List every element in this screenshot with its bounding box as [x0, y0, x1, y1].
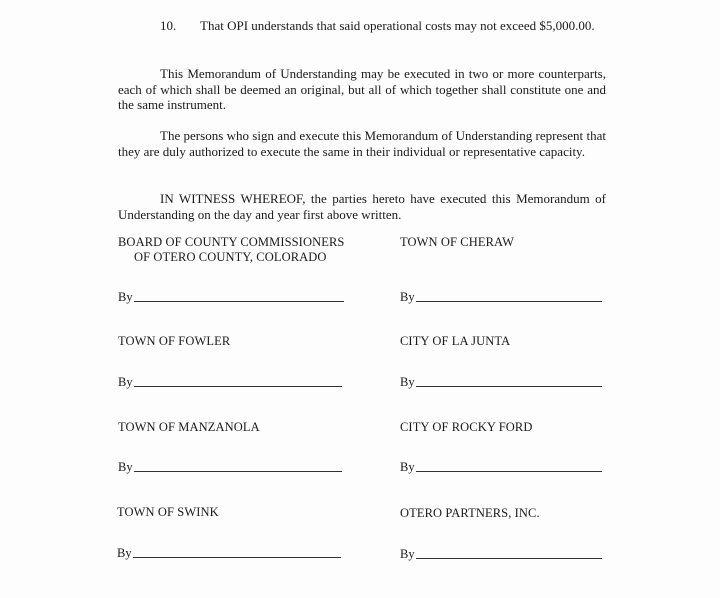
signature-line-manzanola [118, 460, 342, 475]
by-label: By [118, 375, 133, 389]
party-otero-partners: OTERO PARTNERS, INC. [400, 506, 540, 520]
by-label: By [118, 460, 133, 474]
party-cheraw: TOWN OF CHERAW [400, 235, 515, 249]
party-rocky-ford: CITY OF ROCKY FORD [400, 420, 533, 434]
paragraph-counterparts [118, 66, 606, 113]
party-board-line1: BOARD OF COUNTY COMMISSIONERS [118, 235, 345, 249]
by-label: By [118, 290, 133, 304]
witness-text: IN WITNESS WHEREOF, the parties hereto have executed this Memorandum of Understanding on the day and year first above written. [118, 191, 606, 222]
signature-line-la-junta [400, 375, 602, 390]
paragraph-witness [118, 191, 606, 222]
by-label: By [400, 290, 415, 304]
signature-line-board [118, 290, 344, 305]
signature-blank [134, 470, 342, 472]
party-fowler: TOWN OF FOWLER [118, 334, 231, 348]
counterparts-text: This Memorandum of Understanding may be executed in two or more counterparts, each of which shall be deemed an original, but all of which together shall constitute one and the same instrument. [118, 66, 606, 112]
signature-blank [134, 300, 344, 302]
paragraph-authorized [118, 128, 606, 159]
signature-blank [416, 557, 602, 559]
by-label: By [117, 546, 132, 560]
by-label: By [400, 375, 415, 389]
signature-line-swink [117, 546, 341, 561]
signature-line-cheraw [400, 290, 602, 305]
signature-blank [416, 385, 602, 387]
party-board-line2: OF OTERO COUNTY, COLORADO [134, 250, 327, 264]
signature-blank [134, 385, 342, 387]
party-la-junta: CITY OF LA JUNTA [400, 334, 511, 348]
authorized-text: The persons who sign and execute this Memorandum of Understanding represent that they are duly authorized to execute the same in their individual or representative capacity. [118, 128, 606, 159]
signature-line-otero-partners [400, 547, 602, 562]
by-label: By [400, 460, 415, 474]
party-swink: TOWN OF SWINK [117, 505, 219, 519]
paragraph-item-10 [118, 18, 606, 34]
signature-blank [416, 470, 602, 472]
item-number: 10. [160, 18, 177, 33]
signature-line-fowler [118, 375, 342, 390]
signature-blank [133, 556, 341, 558]
party-manzanola: TOWN OF MANZANOLA [118, 420, 260, 434]
by-label: By [400, 547, 415, 561]
signature-line-rocky-ford [400, 460, 602, 475]
item-10-text: That OPI understands that said operational costs may not exceed $5,000.00. [200, 18, 595, 33]
signature-blank [416, 300, 602, 302]
